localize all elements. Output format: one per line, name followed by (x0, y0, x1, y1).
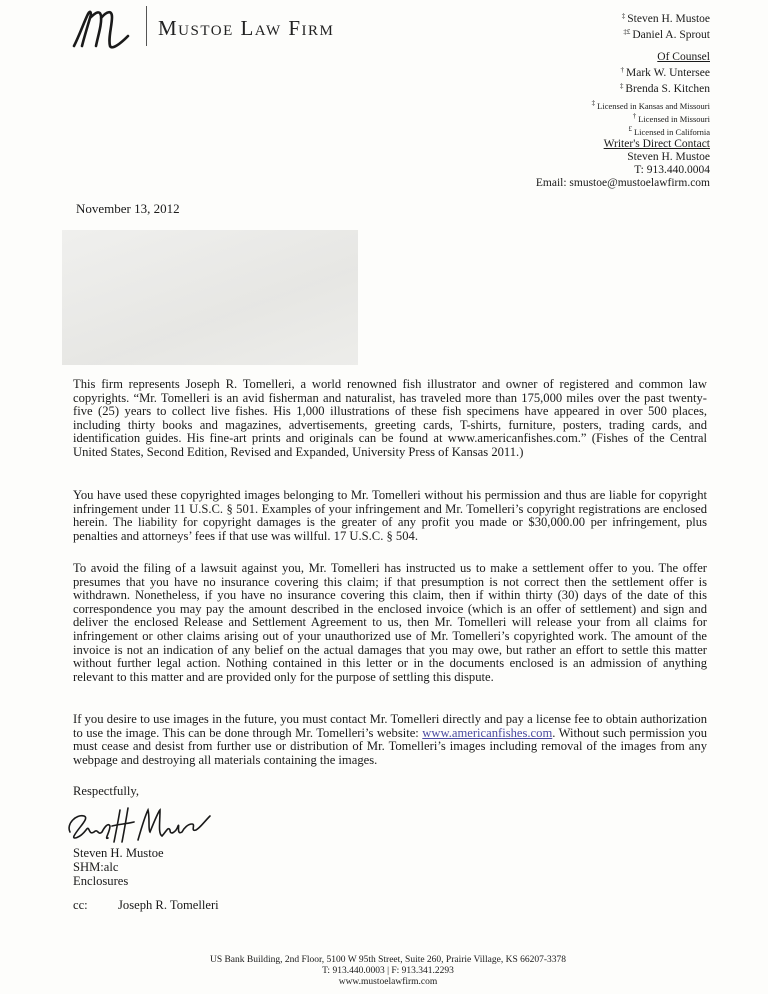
logo-divider (146, 6, 147, 46)
footer-address: US Bank Building, 2nd Floor, 5100 W 95th Street, Suite 260, Prairie Village, KS 66207-3378 (209, 955, 567, 965)
signer-name: Steven H. Mustoe (73, 846, 164, 860)
footer-website: www.mustoelawfirm.com (338, 977, 438, 987)
cc-label: cc: (73, 898, 88, 912)
license-note: £ Licensed in California (628, 125, 710, 137)
paragraph-1: This firm represents Joseph R. Tomelleri, a world renowned fish illustrator and owner of registered and common law copyrights. “Mr. Tomelleri is an avid fisherman and naturalist, has traveled more than 175,000 miles over the past twenty-five (25) years to collect live fishes. His 1,000 illustrations of these fish specimens have appeared in over 500 places, including thirty books and magazines, advertisements, greeting cards, T-shirts, furniture, posters, trading cards, and identification guides. His fine-art prints and originals can be found at www.americanfishes.com.” (Fishes of the Central United States, Second Edition, Revised and Expanded, University Press of Kansas 2011.) (73, 377, 707, 459)
handwritten-signature (64, 802, 214, 846)
license-notes (592, 98, 710, 137)
of-counsel-list (620, 51, 710, 96)
paragraph-4: If you desire to use images in the future, you must contact Mr. Tomelleri directly and pay a license fee to obtain authorization to use the image. This can be done through Mr. Tomelleri’s website: www.americanfishes.com. Without such permission you must cease and desist from further use or distribution of Mr. Tomelleri’s images including removal of the images from any webpage and destroying all materials containing the images. (73, 712, 707, 767)
footer-phones: T: 913.440.0003 | F: 913.341.2293 (322, 966, 454, 976)
cc-recipient: Joseph R. Tomelleri (118, 898, 219, 912)
redacted-address-block (62, 230, 358, 365)
attorney-entry: ‡ Steven H. Mustoe (621, 12, 710, 25)
attorney-list (622, 10, 710, 42)
counsel-entry: † Mark W. Untersee (620, 66, 710, 79)
letter-date: November 13, 2012 (76, 201, 180, 216)
paragraph-2: You have used these copyrighted images belonging to Mr. Tomelleri without his permission and thus are liable for copyright infringement under 11 U.S.C. § 501. Examples of your infringement and Mr. Tomelleri’s copyright registrations are enclosed herein. The liability for copyright damages is the greater of any profit you made or $30,000.00 per infringement, plus penalties and attorneys’ fees if that use was willful. 17 U.S.C. § 504. (73, 488, 707, 543)
paragraph-3: To avoid the filing of a lawsuit against you, Mr. Tomelleri has instructed us to make a settlement offer to you. The offer presumes that you have no insurance covering this claim; if that presumption is not correct then the settlement offer is withdrawn. Nonetheless, if you have no insurance covering this claim, then if within thirty (30) days of the date of this correspondence you may pay the amount described in the enclosed invoice (which is an offer of settlement) and sign and deliver the enclosed Release and Settlement Agreement to us, then Mr. Tomelleri will release your from all claims for infringement or other claims arising out of your unauthorized use of Mr. Tomelleri’s copyrighted work. The amount of the invoice is not an indication of any belief on the actual damages that you may owe, but rather an effort to settle this matter without further legal action. Nothing contained in this letter or in the documents enclosed is an admission of anything relevant to this matter and are provided only for the purpose of settling this dispute. (73, 561, 707, 684)
license-note: ‡ Licensed in Kansas and Missouri (591, 99, 710, 111)
letterhead-footer (0, 955, 768, 988)
enclosures-note: Enclosures (73, 874, 129, 888)
signature-block (73, 846, 164, 888)
writer-contact-heading: Writer's Direct Contact (603, 138, 710, 150)
signer-initials: SHM:alc (73, 860, 119, 874)
writer-email: Email: smustoe@mustoelawfirm.com (535, 177, 710, 189)
firm-logo-monogram (70, 6, 132, 52)
firm-name: Mustoe Law Firm (158, 16, 335, 40)
closing: Respectfully, (73, 784, 139, 798)
website-link[interactable]: www.americanfishes.com (422, 725, 553, 740)
writer-name: Steven H. Mustoe (627, 151, 710, 163)
license-note: † Licensed in Missouri (632, 112, 710, 124)
writer-phone: T: 913.440.0004 (634, 164, 710, 176)
counsel-entry: ‡ Brenda S. Kitchen (619, 82, 710, 95)
writer-direct-contact (536, 138, 710, 190)
of-counsel-heading: Of Counsel (657, 51, 710, 63)
attorney-entry: ‡£ Daniel A. Sprout (623, 28, 710, 41)
